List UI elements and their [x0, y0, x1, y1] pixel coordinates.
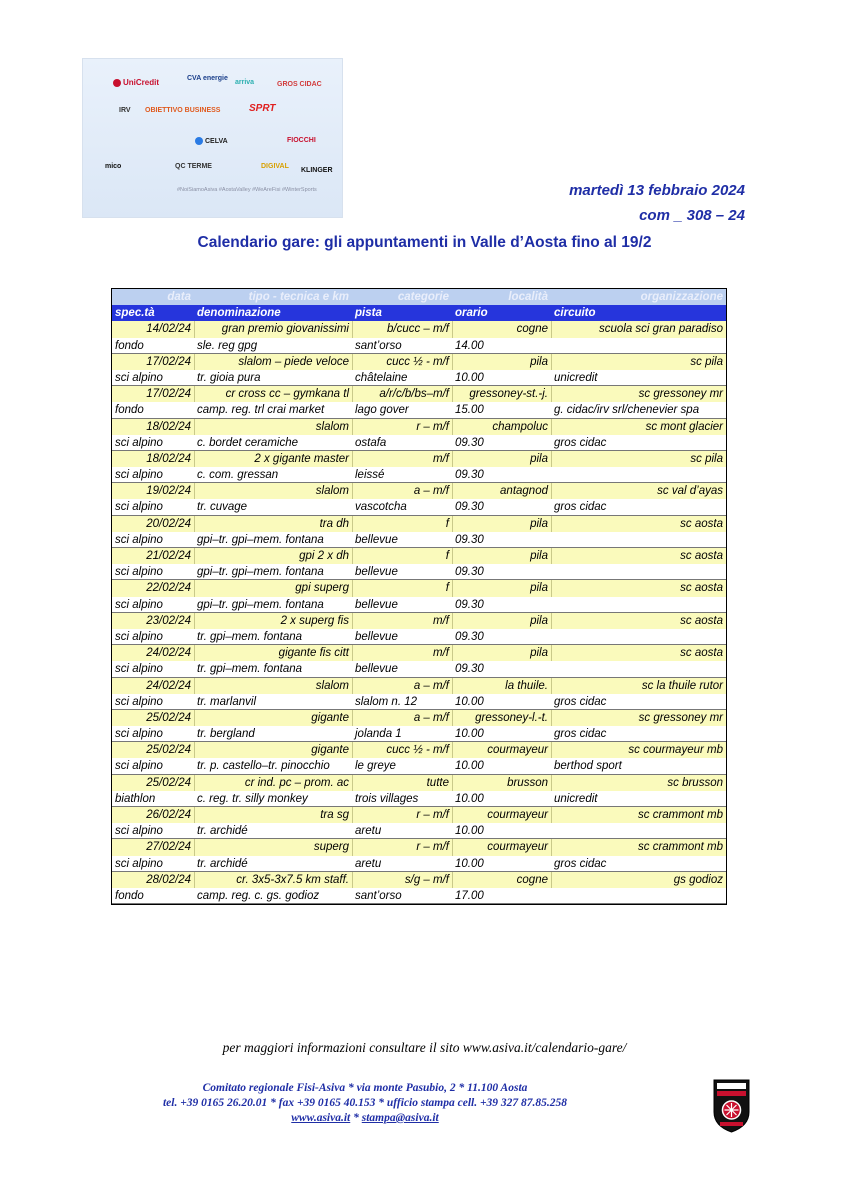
event-category: tutte — [352, 775, 452, 791]
event-circuit — [551, 564, 726, 579]
event-row-main — [112, 451, 726, 467]
event-time: 10.00 — [455, 857, 484, 870]
event-date: 24/02/24 — [146, 679, 191, 692]
event-circuit — [551, 338, 726, 353]
event-specialty: sci alpino — [115, 695, 163, 708]
banner-tagline: #NoiSiamoAsiva #AostaValley #WeAreFisi #WinterSports — [177, 187, 317, 193]
event-type: gran premio giovanissimi — [194, 321, 352, 337]
event-type: gpi 2 x dh — [194, 548, 352, 564]
event-organizer: gs godioz — [551, 872, 726, 888]
event-date: 21/02/24 — [146, 550, 191, 562]
event-row-detail — [112, 823, 726, 839]
column-header: organizzazione — [640, 291, 723, 303]
event-type: gigante — [194, 710, 352, 726]
event-time: 09.30 — [455, 566, 484, 579]
event-name: tr. cuvage — [197, 501, 248, 514]
event-time: 09.30 — [455, 469, 484, 482]
event-organizer: sc aosta — [551, 516, 726, 532]
event-organizer: sc courmayeur mb — [551, 742, 726, 758]
event-piste: sant’orso — [355, 339, 402, 352]
event-specialty: fondo — [115, 339, 144, 352]
event-location: cogne — [452, 321, 551, 337]
event-time: 17.00 — [455, 889, 484, 902]
event-specialty: fondo — [115, 889, 144, 902]
event-name: camp. reg. trl crai market — [197, 404, 325, 417]
event-name: tr. gpi–mem. fontana — [197, 663, 303, 676]
event-type: tra dh — [194, 516, 352, 532]
event-row-detail — [112, 402, 726, 418]
website-link[interactable]: www.asiva.it — [291, 1112, 351, 1124]
event-circuit — [551, 597, 726, 612]
event-row-detail — [112, 338, 726, 354]
event-specialty: sci alpino — [115, 469, 163, 482]
event-row-main — [112, 710, 726, 726]
column-header: spec.tà — [115, 307, 155, 320]
event-category: f — [352, 580, 452, 596]
document-number: com _ 308 – 24 — [639, 207, 745, 224]
event-location: pila — [452, 548, 551, 564]
event-time: 09.30 — [455, 533, 484, 546]
contact-phones: tel. +39 0165 26.20.01 * fax +39 0165 40.153 * ufficio stampa cell. +39 327 87.85.258 — [162, 1097, 568, 1109]
column-header: data — [167, 291, 191, 303]
event-name: tr. bergland — [197, 728, 255, 741]
event-specialty: sci alpino — [115, 436, 163, 449]
event-row-detail — [112, 532, 726, 548]
calendar-table — [111, 288, 727, 905]
event-piste: jolanda 1 — [355, 728, 402, 741]
event-category: r – m/f — [352, 839, 452, 855]
event-organizer: sc pila — [551, 354, 726, 370]
event-piste: leissé — [355, 469, 385, 482]
event-category: r – m/f — [352, 419, 452, 435]
event-row-main — [112, 419, 726, 435]
event-name: gpi–tr. gpi–mem. fontana — [197, 566, 324, 579]
event-category: cucc ½ - m/f — [352, 354, 452, 370]
event-category: m/f — [352, 451, 452, 467]
event-location: courmayeur — [452, 839, 551, 855]
event-row-detail — [112, 467, 726, 483]
event-location: pila — [452, 580, 551, 596]
event-piste: bellevue — [355, 566, 398, 579]
event-time: 10.00 — [455, 371, 484, 384]
event-name: sle. reg gpg — [197, 339, 258, 352]
event-organizer: sc gressoney mr — [551, 386, 726, 402]
event-type: gigante fis citt — [194, 645, 352, 661]
sponsor-logo: DIGIVAL — [261, 163, 289, 170]
event-row-main — [112, 548, 726, 564]
sponsor-logo: GROS CIDAC — [277, 81, 322, 88]
event-row-main — [112, 516, 726, 532]
event-row-main — [112, 775, 726, 791]
event-specialty: sci alpino — [115, 371, 163, 384]
event-time: 09.30 — [455, 663, 484, 676]
event-row-detail — [112, 370, 726, 386]
event-date: 17/02/24 — [146, 355, 191, 368]
event-type: gigante — [194, 742, 352, 758]
event-category: cucc ½ - m/f — [352, 742, 452, 758]
event-specialty: sci alpino — [115, 566, 163, 579]
event-date: 27/02/24 — [146, 841, 191, 854]
contact-links — [85, 1111, 645, 1126]
sponsor-logo: mico — [105, 163, 122, 170]
event-time: 14.00 — [455, 339, 484, 352]
event-row-main — [112, 839, 726, 855]
event-piste: lago gover — [355, 404, 409, 417]
event-category: f — [352, 516, 452, 532]
sponsor-logo: CELVA — [195, 137, 228, 146]
event-row-detail — [112, 856, 726, 872]
sponsor-logo: FIOCCHI — [287, 137, 316, 144]
event-circuit: g. cidac/irv srl/chenevier spa — [554, 404, 700, 417]
event-organizer: sc pila — [551, 451, 726, 467]
contact-block — [85, 1081, 645, 1126]
event-row-detail — [112, 726, 726, 742]
event-category: m/f — [352, 645, 452, 661]
event-location: gressoney-l.-t. — [452, 710, 551, 726]
event-row-detail — [112, 694, 726, 710]
event-name: tr. gpi–mem. fontana — [197, 630, 303, 643]
event-row-main — [112, 580, 726, 596]
event-circuit: unicredit — [554, 371, 598, 384]
event-circuit: berthod sport — [554, 760, 622, 773]
event-type: tra sg — [194, 807, 352, 823]
event-organizer: sc aosta — [551, 548, 726, 564]
event-piste: bellevue — [355, 598, 398, 611]
event-organizer: sc gressoney mr — [551, 710, 726, 726]
event-name: c. reg. tr. silly monkey — [197, 792, 308, 805]
table-header-bottom — [112, 305, 726, 321]
event-row-main — [112, 613, 726, 629]
table-header-top — [112, 289, 726, 305]
event-specialty: biathlon — [115, 792, 156, 805]
event-row-main — [112, 645, 726, 661]
event-type: slalom — [194, 483, 352, 499]
event-organizer: sc crammont mb — [551, 839, 726, 855]
event-piste: trois villages — [355, 792, 419, 805]
event-circuit: gros cidac — [554, 857, 607, 870]
event-row-main — [112, 872, 726, 888]
event-type: gpi superg — [194, 580, 352, 596]
event-type: slalom – piede veloce — [194, 354, 352, 370]
event-type: 2 x gigante master — [194, 451, 352, 467]
document-date: martedì 13 febbraio 2024 — [569, 182, 745, 199]
event-date: 26/02/24 — [146, 809, 191, 821]
event-location: courmayeur — [452, 742, 551, 758]
event-circuit — [551, 629, 726, 644]
sponsor-logo: IRV — [119, 107, 131, 114]
column-header: tipo - tecnica e km — [248, 291, 349, 303]
event-row-main — [112, 386, 726, 402]
separator: * — [350, 1112, 362, 1124]
sponsor-logo: CVA energie — [187, 75, 228, 82]
column-header: circuito — [554, 307, 596, 320]
event-list — [112, 321, 726, 904]
event-piste: vascotcha — [355, 501, 407, 514]
event-specialty: fondo — [115, 404, 144, 417]
sponsor-logo: arriva — [235, 79, 255, 86]
event-time: 09.30 — [455, 598, 484, 611]
event-location: pila — [452, 354, 551, 370]
event-circuit: gros cidac — [554, 695, 607, 708]
event-category: a – m/f — [352, 710, 452, 726]
column-header: pista — [355, 307, 382, 320]
event-name: c. com. gressan — [197, 469, 279, 482]
event-row-detail — [112, 791, 726, 807]
event-organizer: sc aosta — [551, 645, 726, 661]
event-category: a – m/f — [352, 678, 452, 694]
asiva-logo — [712, 1078, 751, 1134]
event-circuit — [551, 661, 726, 676]
event-piste: bellevue — [355, 630, 398, 643]
event-row-detail — [112, 564, 726, 580]
event-circuit: gros cidac — [554, 436, 607, 449]
event-row-main — [112, 321, 726, 337]
event-row-detail — [112, 597, 726, 613]
event-location: pila — [452, 451, 551, 467]
event-piste: le greye — [355, 760, 396, 773]
event-date: 22/02/24 — [146, 582, 191, 595]
event-piste: aretu — [355, 825, 382, 838]
sponsor-logo: OBIETTIVO BUSINESS — [145, 107, 221, 114]
event-specialty: sci alpino — [115, 630, 163, 643]
event-piste: sant’orso — [355, 889, 402, 902]
event-row-main — [112, 483, 726, 499]
contact-address: Comitato regionale Fisi-Asiva * via monte Pasubio, 2 * 11.100 Aosta — [202, 1082, 528, 1094]
column-header: orario — [455, 307, 488, 320]
event-date: 19/02/24 — [146, 485, 191, 498]
event-specialty: sci alpino — [115, 825, 163, 838]
event-name: tr. marlanvil — [197, 695, 256, 708]
event-type: slalom — [194, 678, 352, 694]
event-specialty: sci alpino — [115, 501, 163, 514]
event-location: cogne — [452, 872, 551, 888]
event-date: 24/02/24 — [146, 647, 191, 660]
sponsor-logo: QC TERME — [175, 163, 212, 170]
event-row-detail — [112, 888, 726, 904]
event-name: gpi–tr. gpi–mem. fontana — [197, 598, 324, 611]
event-row-detail — [112, 661, 726, 677]
event-location: antagnod — [452, 483, 551, 499]
event-organizer: sc aosta — [551, 613, 726, 629]
event-location: pila — [452, 645, 551, 661]
event-category: f — [352, 548, 452, 564]
event-organizer: sc brusson — [551, 775, 726, 791]
sponsor-logo: UniCredit — [113, 79, 159, 87]
event-circuit — [551, 532, 726, 547]
event-time: 09.30 — [455, 501, 484, 514]
event-date: 25/02/24 — [146, 776, 191, 789]
event-specialty: sci alpino — [115, 533, 163, 546]
footer-note: per maggiori informazioni consultare il sito www.asiva.it/calendario-gare/ — [222, 1040, 627, 1055]
event-row-detail — [112, 499, 726, 515]
event-time: 15.00 — [455, 404, 484, 417]
event-type: slalom — [194, 419, 352, 435]
event-date: 25/02/24 — [146, 744, 191, 757]
event-row-main — [112, 354, 726, 370]
event-location: pila — [452, 516, 551, 532]
event-organizer: sc mont glacier — [551, 419, 726, 435]
event-date: 18/02/24 — [146, 452, 191, 465]
event-time: 10.00 — [455, 792, 484, 805]
column-header: categorie — [397, 291, 449, 303]
event-time: 10.00 — [455, 825, 484, 838]
event-type: cr cross cc – gymkana tl — [194, 386, 352, 402]
event-organizer: sc la thuile rutor — [551, 678, 726, 694]
event-circuit: unicredit — [554, 792, 598, 805]
event-time: 10.00 — [455, 760, 484, 773]
event-time: 09.30 — [455, 436, 484, 449]
event-specialty: sci alpino — [115, 760, 163, 773]
event-name: tr. gioia pura — [197, 371, 261, 384]
event-category: m/f — [352, 613, 452, 629]
event-name: tr. archidé — [197, 825, 248, 838]
event-specialty: sci alpino — [115, 598, 163, 611]
event-location: brusson — [452, 775, 551, 791]
sponsor-logo: SPRT — [249, 103, 276, 114]
event-row-detail — [112, 435, 726, 451]
page-title: Calendario gare: gli appuntamenti in Valle d’Aosta fino al 19/2 — [197, 234, 652, 251]
event-organizer: scuola sci gran paradiso — [551, 321, 726, 337]
event-type: superg — [194, 839, 352, 855]
column-header: località — [508, 291, 548, 303]
event-category: s/g – m/f — [352, 872, 452, 888]
event-name: camp. reg. c. gs. godioz — [197, 889, 320, 902]
event-circuit — [551, 823, 726, 838]
event-piste: slalom n. 12 — [355, 695, 418, 708]
event-name: gpi–tr. gpi–mem. fontana — [197, 533, 324, 546]
event-name: tr. archidé — [197, 857, 248, 870]
event-location: gressoney-st.-j. — [452, 386, 551, 402]
event-piste: châtelaine — [355, 371, 408, 384]
event-time: 10.00 — [455, 728, 484, 741]
event-date: 14/02/24 — [146, 323, 191, 336]
event-name: c. bordet ceramiche — [197, 436, 298, 449]
event-date: 20/02/24 — [146, 517, 191, 530]
event-row-detail — [112, 758, 726, 774]
event-type: 2 x superg fis — [194, 613, 352, 629]
sponsor-banner — [82, 58, 343, 218]
event-time: 10.00 — [455, 695, 484, 708]
event-specialty: sci alpino — [115, 728, 163, 741]
event-piste: ostafa — [355, 436, 387, 449]
event-piste: bellevue — [355, 663, 398, 676]
event-circuit: gros cidac — [554, 728, 607, 741]
event-category: a/r/c/b/bs–m/f — [352, 386, 452, 402]
event-type: cr. 3x5-3x7.5 km staff. — [194, 872, 352, 888]
event-location: la thuile. — [452, 678, 551, 694]
email-link[interactable]: stampa@asiva.it — [361, 1112, 439, 1124]
event-type: cr ind. pc – prom. ac — [194, 775, 352, 791]
event-piste: bellevue — [355, 533, 398, 546]
event-row-detail — [112, 629, 726, 645]
event-location: champoluc — [452, 419, 551, 435]
event-category: a – m/f — [352, 483, 452, 499]
event-name: tr. p. castello–tr. pinocchio — [197, 760, 330, 773]
event-date: 17/02/24 — [146, 388, 191, 401]
event-specialty: sci alpino — [115, 857, 163, 870]
event-date: 25/02/24 — [146, 711, 191, 724]
event-time: 09.30 — [455, 630, 484, 643]
event-location: pila — [452, 613, 551, 629]
event-specialty: sci alpino — [115, 663, 163, 676]
column-header: denominazione — [197, 307, 281, 320]
event-category: b/cucc – m/f — [352, 321, 452, 337]
event-organizer: sc aosta — [551, 580, 726, 596]
event-piste: aretu — [355, 857, 382, 870]
event-circuit: gros cidac — [554, 501, 607, 514]
event-date: 18/02/24 — [146, 420, 191, 433]
event-date: 28/02/24 — [146, 873, 191, 886]
sponsor-logo: KLINGER — [301, 167, 333, 174]
event-location: courmayeur — [452, 807, 551, 823]
event-organizer: sc crammont mb — [551, 807, 726, 823]
event-date: 23/02/24 — [146, 614, 191, 627]
event-row-main — [112, 807, 726, 823]
event-row-main — [112, 742, 726, 758]
event-circuit — [551, 467, 726, 482]
event-organizer: sc val d’ayas — [551, 483, 726, 499]
event-circuit — [551, 888, 726, 903]
event-row-main — [112, 678, 726, 694]
event-category: r – m/f — [352, 807, 452, 823]
